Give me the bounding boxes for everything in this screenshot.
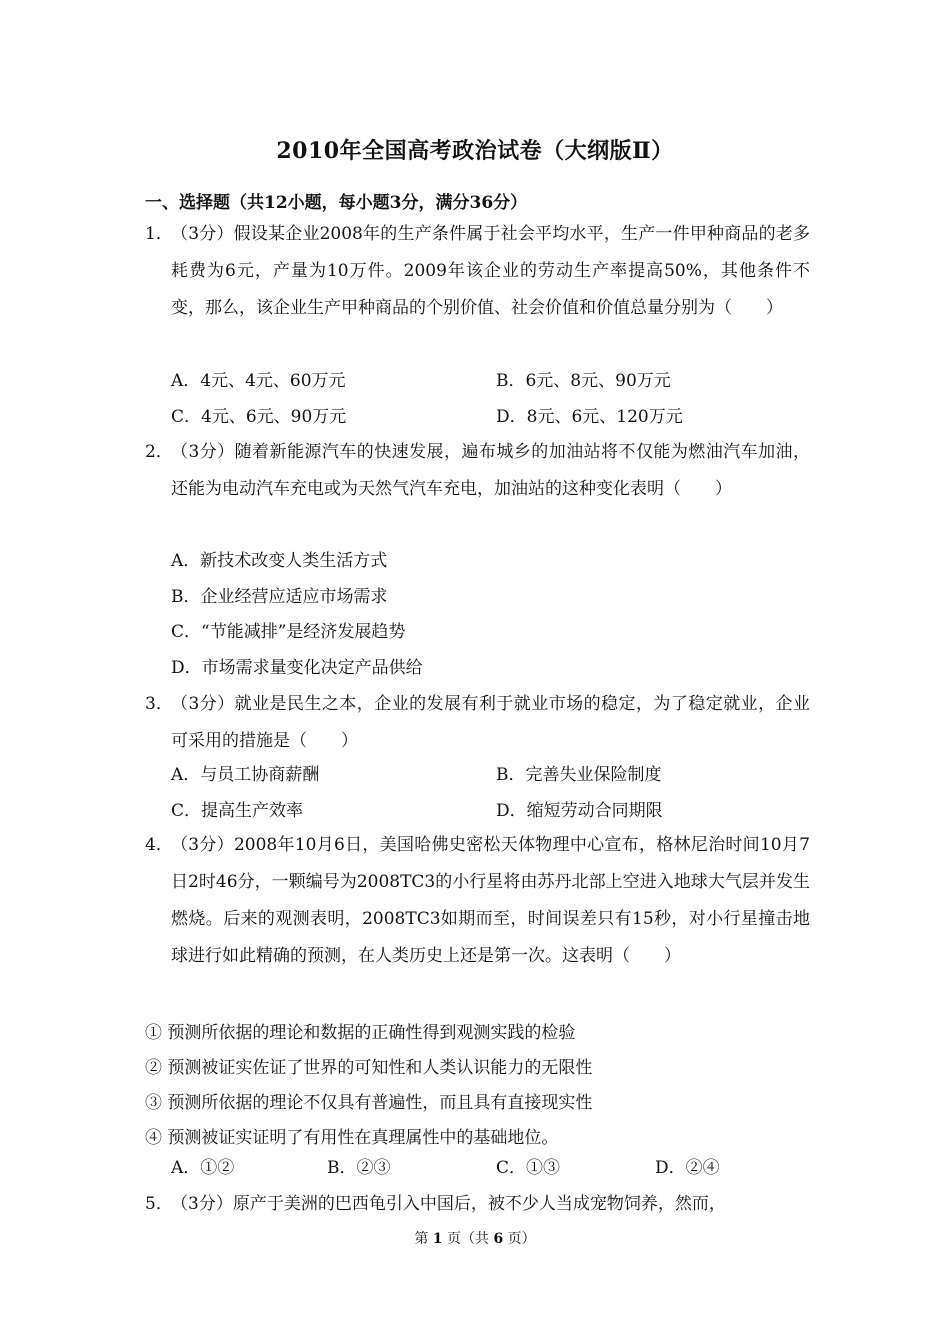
question-number: 1．: [145, 224, 173, 244]
option-c: C．4元、6元、90万元: [171, 407, 347, 427]
option-a: A．与员工协商薪酬: [171, 765, 320, 785]
option-a: A．①②: [171, 1158, 235, 1178]
option-b: B．企业经营应适应市场需求: [171, 587, 388, 607]
footer-page-number: 1: [432, 1231, 443, 1247]
question-text: （3分）就业是民生之本，企业的发展有利于就业市场的稳定，为了稳定就业，企业可采用的措施是（ ）: [171, 694, 810, 751]
question-text: （3分）2008年10月6日，美国哈佛史密松天体物理中心宣布，格林尼治时间10月7日2时46分，一颗编号为2008TC3的小行星将由苏丹北部上空进入地球大气层并发生燃烧。后来的观测表明，2008TC3如期而至，时间误差只有15秒，对小行星撞击地球进行如此精确的预测，在人类历史上还是第一次。这表明（ ）: [171, 835, 810, 966]
question-number: 4．: [145, 835, 173, 855]
question-4: [145, 827, 810, 975]
question-3: [145, 686, 810, 760]
question-text: （3分）随着新能源汽车的快速发展，遍布城乡的加油站将不仅能为燃油汽车加油，还能为电动汽车充电或为天然气汽车充电，加油站的这种变化表明（ ）: [171, 442, 810, 499]
option-a: A．新技术改变人类生活方式: [171, 551, 388, 571]
question-1: [145, 216, 810, 327]
option-b: B．完善失业保险制度: [496, 765, 662, 785]
footer-suffix: 页）: [507, 1231, 536, 1247]
section-heading: 一、选择题（共12小题，每小题3分，满分36分）: [145, 193, 528, 213]
question-5: [145, 1186, 810, 1223]
statement-1: ① 预测所依据的理论和数据的正确性得到观测实践的检验: [145, 1023, 576, 1043]
option-d: D．②④: [655, 1158, 720, 1178]
option-c: C．“节能减排”是经济发展趋势: [171, 622, 406, 642]
statement-4: ④ 预测被证实证明了有用性在真理属性中的基础地位。: [145, 1128, 559, 1148]
question-2: [145, 434, 810, 508]
option-d: D．8元、6元、120万元: [496, 407, 683, 427]
option-d: D．缩短劳动合同期限: [496, 801, 663, 821]
footer-prefix: 第: [414, 1231, 429, 1247]
option-a: A．4元、4元、60万元: [171, 371, 346, 391]
question-text: （3分）原产于美洲的巴西龟引入中国后，被不少人当成宠物饲养，然而，: [171, 1194, 726, 1214]
question-number: 2．: [145, 442, 173, 462]
option-c: C．①③: [496, 1158, 561, 1178]
statement-3: ③ 预测所依据的理论不仅具有普遍性，而且具有直接现实性: [145, 1093, 593, 1113]
question-text: （3分）假设某企业2008年的生产条件属于社会平均水平，生产一件甲种商品的老多耗费为6元，产量为10万件。2009年该企业的劳动生产率提高50%，其他条件不变，那么，该企业生产甲种商品的个别价值、社会价值和价值总量分别为（ ）: [171, 224, 810, 318]
option-c: C．提高生产效率: [171, 801, 304, 821]
question-number: 3．: [145, 694, 173, 714]
statement-2: ② 预测被证实佐证了世界的可知性和人类认识能力的无限性: [145, 1058, 593, 1078]
option-b: B．6元、8元、90万元: [496, 371, 671, 391]
question-number: 5．: [145, 1194, 173, 1214]
footer-total-pages: 6: [493, 1231, 504, 1247]
page-title: 2010年全国高考政治试卷（大纲版Ⅱ）: [276, 138, 674, 164]
footer-middle: 页（共: [447, 1231, 489, 1247]
page-footer: [0, 1228, 950, 1248]
option-b: B．②③: [327, 1158, 391, 1178]
option-d: D．市场需求量变化决定产品供给: [171, 658, 423, 678]
